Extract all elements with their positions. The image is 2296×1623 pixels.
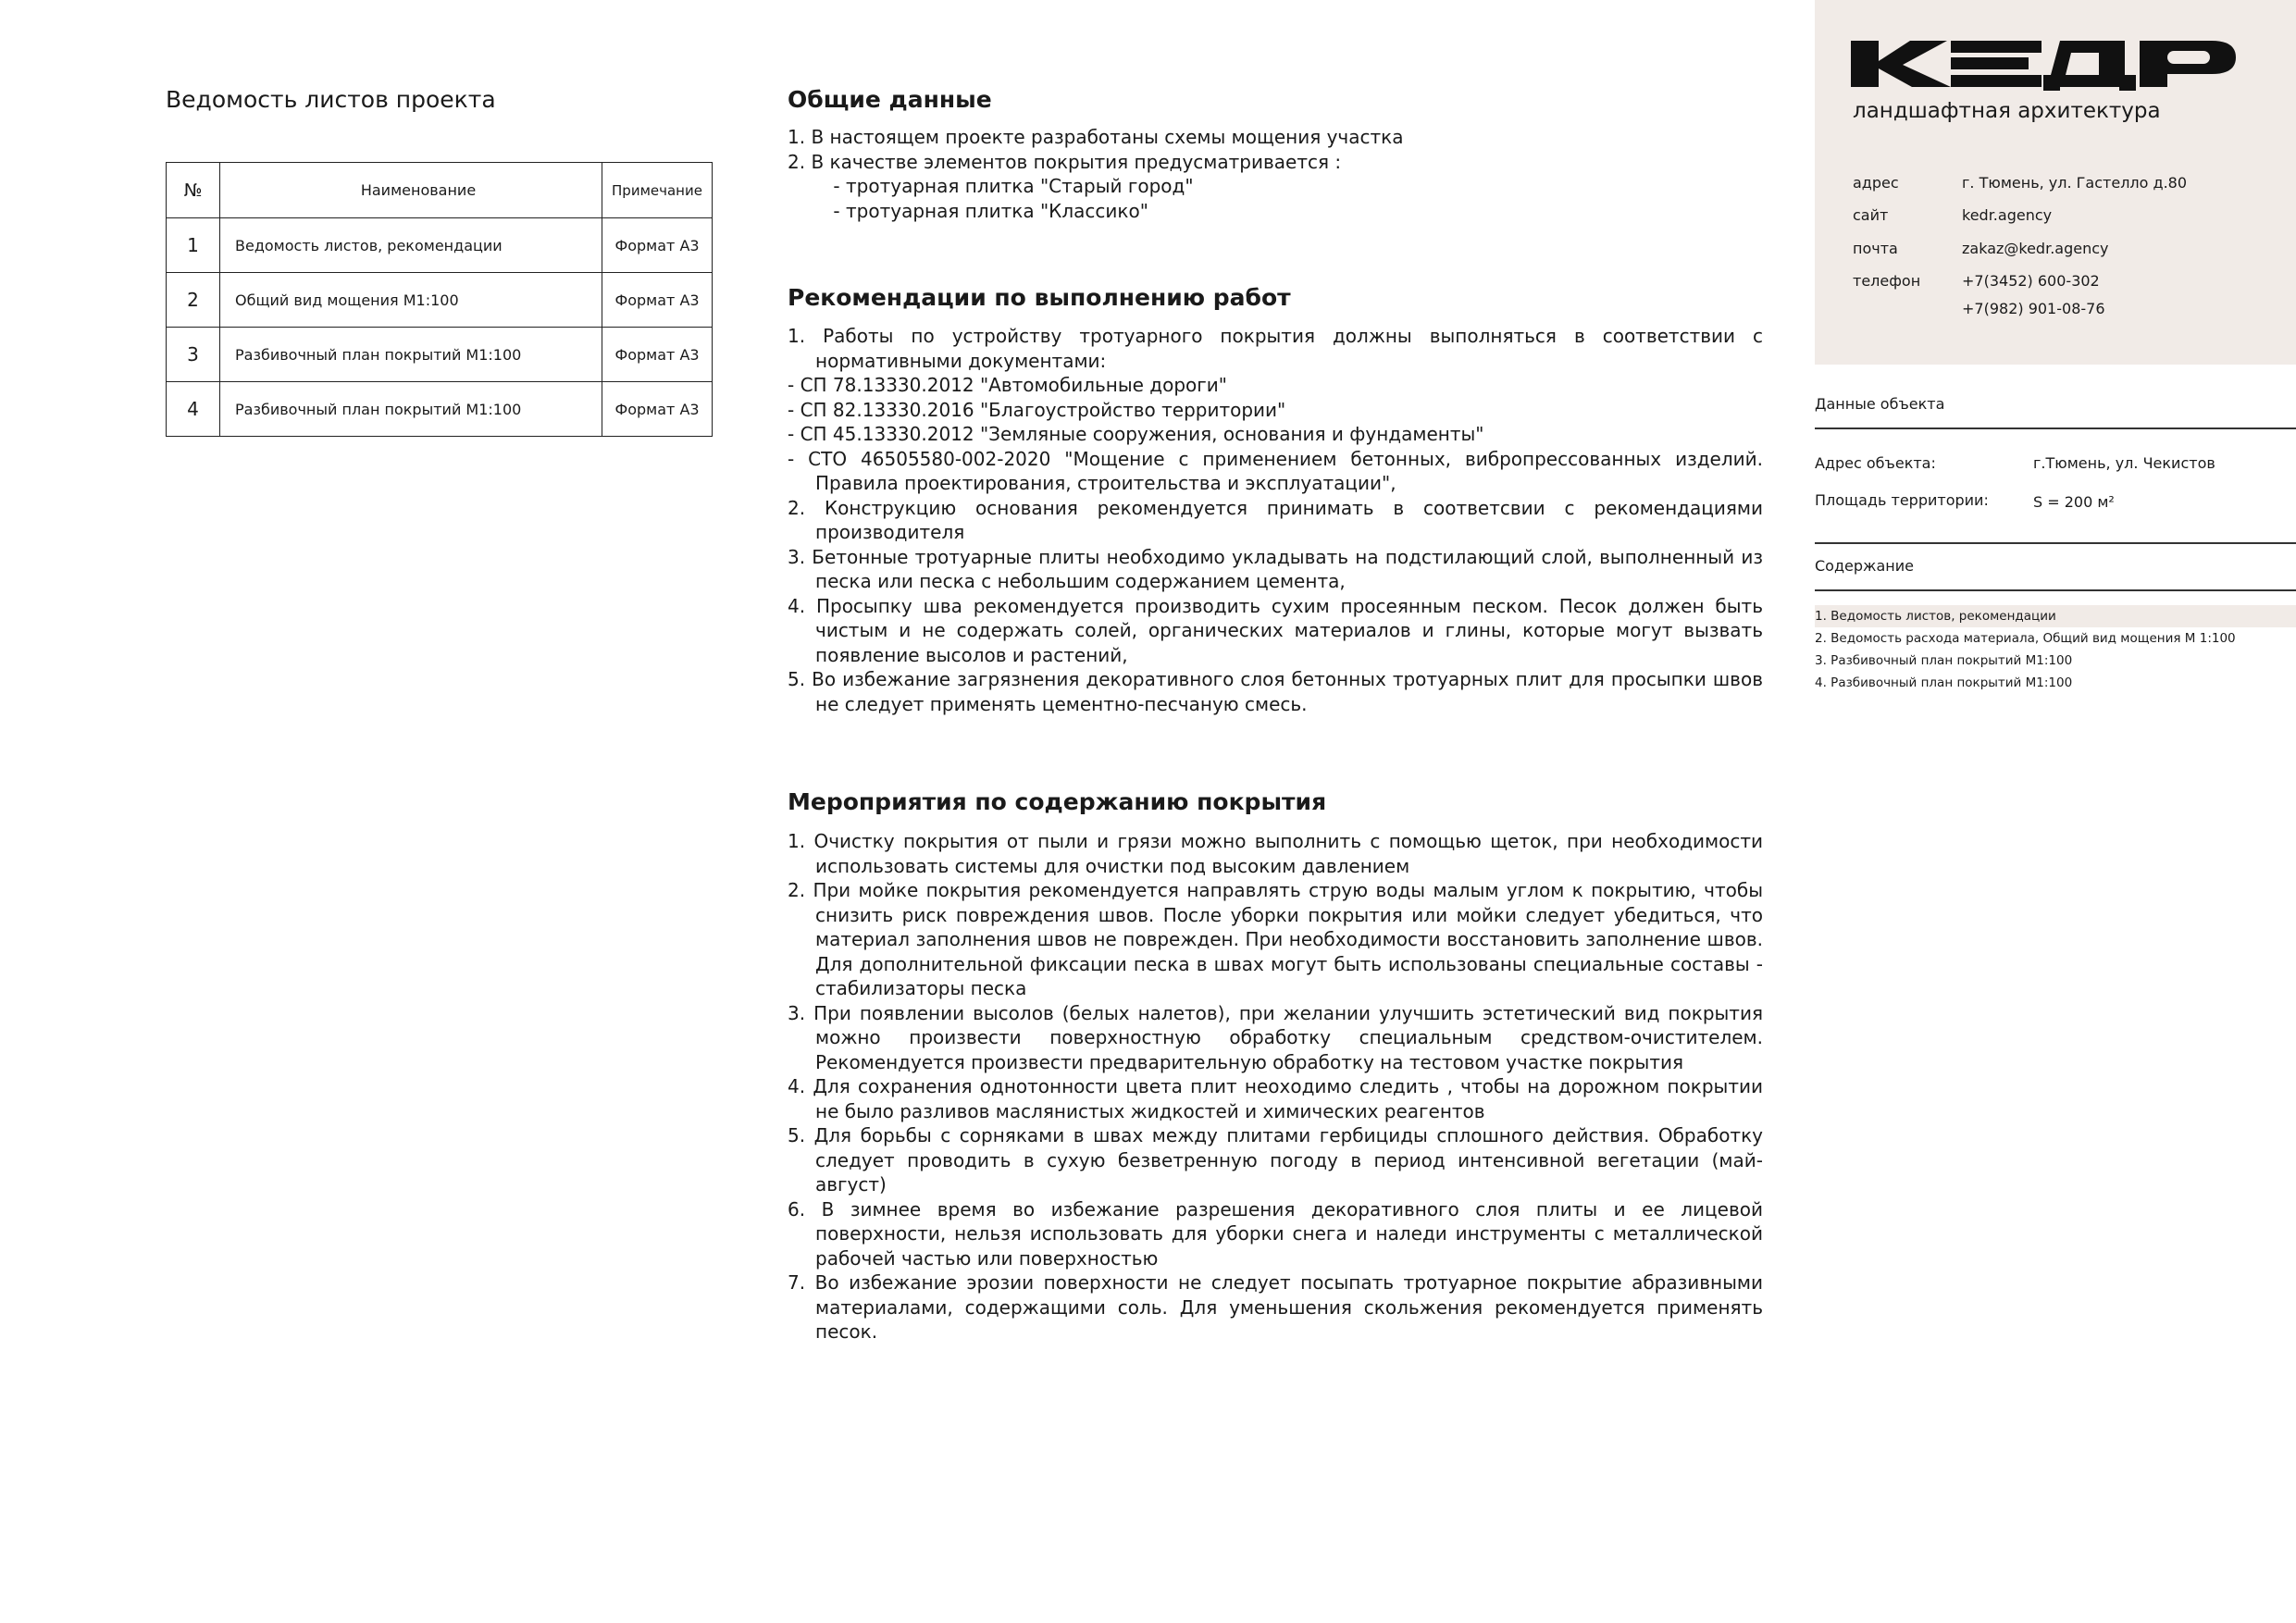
table-row	[167, 218, 713, 273]
list-item: 2. Конструкцию основания рекомендуется принимать в соответсвии с рекомендациями производителя	[788, 496, 1763, 543]
column-header-name: Наименование	[220, 163, 602, 218]
table-row	[167, 273, 713, 328]
contents-item-2[interactable]: 2. Ведомость расхода материала, Общий вид мощения М 1:100	[1815, 631, 2236, 646]
object-area-label: Площадь территории:	[1815, 491, 1989, 509]
contents-item-3[interactable]: 3. Разбивочный план покрытий М1:100	[1815, 653, 2073, 668]
table-header-row	[167, 163, 713, 218]
phone-1[interactable]: +7(3452) 600-302	[1962, 272, 2100, 290]
address-label: адрес	[1853, 174, 1899, 192]
list-item: 7. Во избежание эрозии поверхности не следует посыпать тротуарное покрытие абразивными материалами, содержащими соль. Для уменьшения скольжения рекомендуется применять песок.	[788, 1271, 1763, 1343]
maintenance-title: Мероприятия по содержанию покрытия	[788, 788, 1327, 815]
maintenance-list	[788, 829, 1763, 1344]
divider	[1815, 589, 2296, 591]
row-note: Формат А3	[602, 218, 713, 273]
list-item: - СП 82.13330.2016 "Благоустройство территории"	[788, 398, 1286, 421]
row-note: Формат А3	[602, 328, 713, 382]
list-item: 6. В зимнее время во избежание разрешения декоративного слоя плиты и ее лицевой поверхности, нельзя использовать для уборки снега и наледи инструменты с металлической рабочей частью или поверхностью	[788, 1197, 1763, 1270]
column-header-note: Примечание	[602, 163, 713, 218]
recommendations-list	[788, 324, 1763, 716]
list-item: 5. Для борьбы с сорняками в швах между плитами гербициды сплошного действия. Обработку следует проводить в сухую безветренную погоду в период интенсивной вегетации (май-август)	[788, 1124, 1763, 1196]
general-data-list	[788, 125, 1763, 223]
contents-item-4[interactable]: 4. Разбивочный план покрытий М1:100	[1815, 675, 2073, 690]
row-num: 4	[167, 382, 220, 437]
row-name: Ведомость листов, рекомендации	[220, 218, 602, 273]
list-item: 1. Очистку покрытия от пыли и грязи можно выполнить с помощью щеток, при необходимости использовать системы для очистки под высоким давлением	[788, 830, 1763, 877]
list-item: - СТО 46505580-002-2020 "Мощение с применением бетонных, вибропрессованных изделий. Правила проектирования, строительства и эксплуатации",	[788, 447, 1763, 494]
mail-label: почта	[1853, 240, 1898, 257]
row-name: Разбивочный план покрытий М1:100	[220, 382, 602, 437]
sheet-list-title: Ведомость листов проекта	[166, 86, 496, 113]
mail-link[interactable]: zakaz@kedr.agency	[1962, 240, 2109, 257]
row-num: 3	[167, 328, 220, 382]
list-item: - тротуарная плитка "Старый город"	[810, 175, 1194, 197]
row-num: 2	[167, 273, 220, 328]
object-area-value: S = 200 м²	[2033, 493, 2115, 511]
site-label: сайт	[1853, 206, 1889, 224]
object-address-label: Адрес объекта:	[1815, 454, 1936, 472]
phone-label: телефон	[1853, 272, 1921, 290]
row-name: Разбивочный план покрытий М1:100	[220, 328, 602, 382]
divider	[1815, 427, 2296, 429]
list-item: 4. Просыпку шва рекомендуется производить сухим просеянным песком. Песок должен быть чистым и не содержать солей, органических материалов и глины, которые могут вызвать появление высолов и растений,	[788, 594, 1763, 666]
contents-title: Содержание	[1815, 557, 1914, 575]
row-num: 1	[167, 218, 220, 273]
object-data-title: Данные объекта	[1815, 395, 1945, 413]
recommendations-title: Рекомендации по выполнению работ	[788, 284, 1291, 311]
list-item: 4. Для сохранения однотонности цвета плит неоходимо следить , чтобы на дорожном покрытии не было разливов маслянистых жидкостей и химических реагентов	[788, 1075, 1763, 1122]
row-note: Формат А3	[602, 273, 713, 328]
list-item: 1. В настоящем проекте разработаны схемы мощения участка	[788, 126, 1404, 148]
list-item: 2. В качестве элементов покрытия предусматривается :	[788, 150, 1342, 173]
brand-subtitle: ландшафтная архитектура	[1853, 99, 2161, 123]
list-item: 3. При появлении высолов (белых налетов), при желании улучшить эстетический вид покрытия можно произвести поверхностную обработку специальным средством-очистителем. Рекомендуется произвести предварительную обработку на тестовом участке покрытия	[788, 1001, 1763, 1073]
column-header-num: №	[167, 163, 220, 218]
list-item: 2. При мойке покрытия рекомендуется направлять струю воды малым углом к покрытию, чтобы снизить риск повреждения швов. После уборки покрытия или мойки следует убедиться, что материал заполнения швов не поврежден. При необходимости восстановить заполнение швов. Для дополнительной фиксации песка в швах могут быть использованы специальные составы - стабилизаторы песка	[788, 879, 1763, 999]
list-item: - СП 45.13330.2012 "Земляные сооружения, основания и фундаменты"	[788, 423, 1484, 445]
general-data-title: Общие данные	[788, 86, 992, 113]
table-row	[167, 328, 713, 382]
object-address-value: г.Тюмень, ул. Чекистов	[2033, 454, 2215, 472]
list-item: 3. Бетонные тротуарные плиты необходимо укладывать на подстилающий слой, выполненный из песка или песка с небольшим содержанием цемента,	[788, 545, 1763, 592]
contents-item-1[interactable]: 1. Ведомость листов, рекомендации	[1815, 605, 2296, 627]
address-value: г. Тюмень, ул. Гастелло д.80	[1962, 174, 2188, 192]
sheet-list-table	[166, 162, 713, 437]
row-note: Формат А3	[602, 382, 713, 437]
kedr-logo	[1851, 37, 2236, 91]
table-row	[167, 382, 713, 437]
list-item: - СП 78.13330.2012 "Автомобильные дороги"	[788, 374, 1227, 396]
list-item: 5. Во избежание загрязнения декоративного слоя бетонных тротуарных плит для просыпки швов не следует применять цементно-песчаную смесь.	[788, 668, 1763, 715]
divider	[1815, 542, 2296, 544]
row-name: Общий вид мощения М1:100	[220, 273, 602, 328]
list-item: - тротуарная плитка "Классико"	[810, 199, 1148, 222]
list-item: 1. Работы по устройству тротуарного покрытия должны выполняться в соответствии с нормативными документами:	[788, 325, 1763, 372]
phone-2[interactable]: +7(982) 901-08-76	[1962, 300, 2105, 317]
site-link[interactable]: kedr.agency	[1962, 206, 2053, 224]
